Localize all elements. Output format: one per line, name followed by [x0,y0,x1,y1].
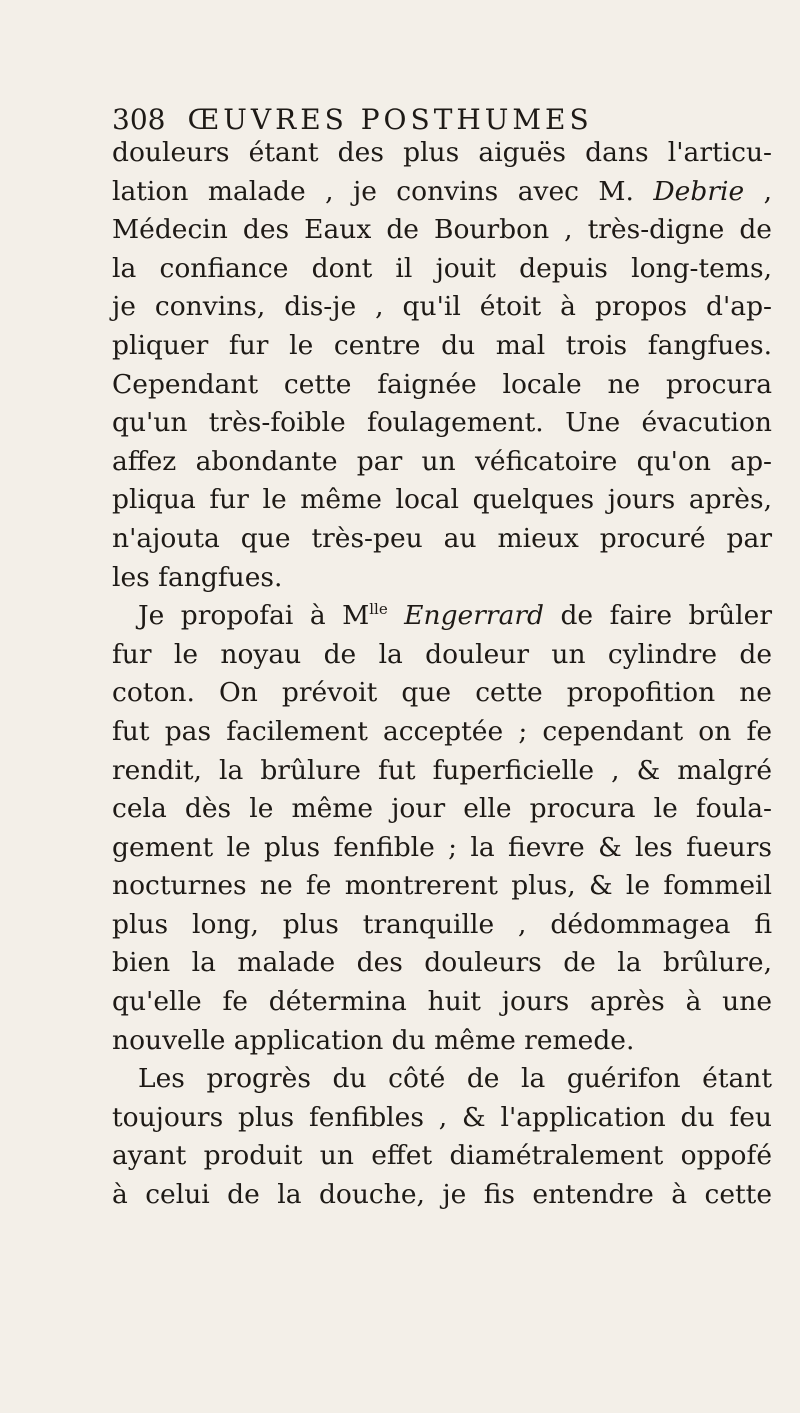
text-line: à celui de la douche, je fis entendre à cette [112,1179,772,1211]
text-line: fut pas facilement acceptée ; cependant on fe [112,715,772,747]
text-line: douleurs étant des plus aiguës dans l'articu- [112,137,772,168]
text-line: plus long, plus tranquille , dédommagea fi [112,908,772,940]
text-line [112,173,772,212]
text-run: Je propofai à M [138,600,370,632]
text-line: Les progrès du côté de la guérifon étant [138,1063,772,1095]
text-line [112,597,772,636]
running-title: ŒUVRES POSTHUMES [187,103,593,136]
text-line: la confiance dont il jouit depuis long-tems, [112,252,772,284]
text-line: qu'un très-foible foulagement. Une évacution [112,407,772,439]
honorific-superscript: lle [369,600,388,619]
text-line: les fangfues. [112,561,283,593]
page-number: 308 [112,103,166,136]
text-run: lation malade , je convins avec M. [112,175,654,207]
text-line: ayant produit un effet diamétralement oppofé [112,1140,772,1172]
body-text [112,134,772,1215]
text-line: Cependant cette faignée locale ne procura [112,368,772,400]
text-line: nocturnes ne fe montrerent plus, & le fommeil [112,870,772,902]
text-line: coton. On prévoit que cette propofition ne [112,677,772,709]
text-run: de faire brûler [544,600,772,632]
text-line: qu'elle fe détermina huit jours après à une [112,986,772,1018]
text-line: fur le noyau de la douleur un cylindre de [112,638,772,670]
text-line: toujours plus fenfibles , & l'application du feu [112,1101,772,1133]
text-line: pliquer fur le centre du mal trois fangfues. [112,329,772,361]
text-line: je convins, dis-je , qu'il étoit à propos d'ap- [112,291,772,323]
text-line: Médecin des Eaux de Bourbon , très-digne de [112,214,772,246]
text-line: cela dès le même jour elle procura le foula- [112,793,772,825]
text-line: nouvelle application du même remede. [112,1024,635,1056]
text-line: bien la malade des douleurs de la brûlure, [112,947,772,979]
text-line: pliqua fur le même local quelques jours après, [112,484,772,516]
person-name-engerrard: Engerrard [404,600,544,632]
text-line: n'ajouta que très-peu au mieux procuré par [112,522,772,554]
text-line: rendit, la brûlure fut fuperficielle , & malgré [112,754,772,786]
text-line: affez abondante par un véficatoire qu'on ap- [112,445,772,477]
text-line: gement le plus fenfible ; la fievre & les fueurs [112,831,772,863]
text-run: , [744,175,772,207]
person-name-debrie: Debrie [653,175,745,207]
